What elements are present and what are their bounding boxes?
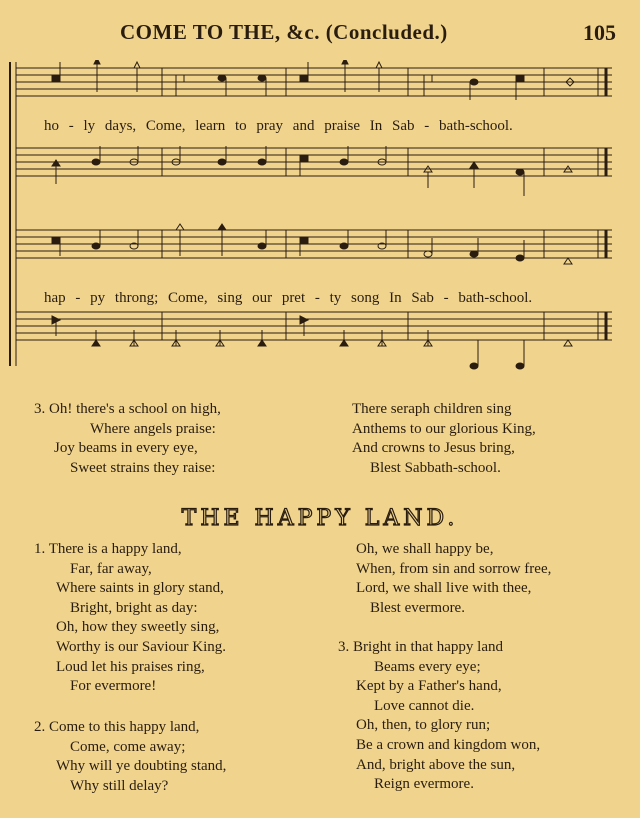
verse-line: Bright, bright as day: bbox=[70, 599, 198, 616]
verse-line: There seraph children sing bbox=[352, 401, 512, 417]
page-header bbox=[0, 14, 640, 50]
verse-line: Far, far away, bbox=[70, 560, 152, 577]
verse-3-right bbox=[352, 400, 536, 478]
notes bbox=[52, 60, 574, 369]
song-title: THE HAPPY LAND. bbox=[181, 506, 459, 531]
verse-line: 1. There is a happy land, bbox=[34, 541, 182, 557]
verse-3 bbox=[338, 638, 540, 795]
verse-line: Lord, we shall live with thee, bbox=[356, 580, 532, 597]
verse-line: Oh, we shall happy be, bbox=[356, 541, 494, 557]
verse-line: Where angels praise: bbox=[90, 420, 216, 437]
music-score bbox=[0, 60, 640, 372]
verse-line: Oh, how they sweetly sing, bbox=[56, 619, 220, 636]
lyrics-line-2: hap - py throng; Come, sing our pret - ty song In Sab - bath-school. bbox=[44, 290, 533, 306]
staff-4 bbox=[16, 312, 612, 340]
verse-line: Loud let his praises ring, bbox=[56, 658, 205, 675]
verse-line: Beams every eye; bbox=[374, 658, 481, 675]
verse-line: Why will ye doubting stand, bbox=[56, 758, 227, 775]
verse-3-left bbox=[34, 400, 221, 478]
page-number: 105 bbox=[583, 20, 616, 45]
final-barlines bbox=[598, 68, 606, 340]
running-title: COME TO THE, &c. (Concluded.) bbox=[120, 20, 448, 44]
verse-line: Where saints in glory stand, bbox=[56, 580, 224, 597]
verse-line: Kept by a Father's hand, bbox=[356, 678, 502, 695]
verse-line: And crowns to Jesus bring, bbox=[352, 440, 515, 457]
verse-line: Joy beams in every eye, bbox=[54, 440, 198, 457]
verse-line: 3. Bright in that happy land bbox=[338, 639, 503, 655]
verse-line: Come, come away; bbox=[70, 738, 186, 755]
verse-line: 2. Come to this happy land, bbox=[34, 719, 200, 735]
verse-line: Blest Sabbath-school. bbox=[370, 459, 501, 476]
verse-line: Love cannot die. bbox=[374, 697, 475, 714]
verse-line: For evermore! bbox=[70, 678, 157, 695]
verse-line: Worthy is our Saviour King. bbox=[56, 638, 227, 655]
verse-line: Oh, then, to glory run; bbox=[356, 717, 491, 734]
verse-line: 3. Oh! there's a school on high, bbox=[34, 401, 221, 417]
verse-1-continued bbox=[356, 540, 551, 618]
verse-line: And, bright above the sun, bbox=[356, 756, 516, 773]
lyrics-line-1: ho - ly days, Come, learn to pray and praise In Sab - bath-school. bbox=[44, 118, 513, 134]
verse-line: Anthems to our glorious King, bbox=[352, 420, 536, 437]
verse-line: Blest evermore. bbox=[370, 599, 465, 616]
verse-line: Be a crown and kingdom won, bbox=[356, 736, 541, 753]
verse-line: Reign evermore. bbox=[374, 776, 474, 793]
verse-line: Sweet strains they raise: bbox=[70, 459, 216, 476]
verse-2 bbox=[34, 718, 226, 796]
verse-line: Why still delay? bbox=[70, 777, 169, 794]
verse-1 bbox=[34, 540, 226, 697]
verse-line: When, from sin and sorrow free, bbox=[356, 560, 552, 577]
staff-3 bbox=[16, 230, 612, 258]
